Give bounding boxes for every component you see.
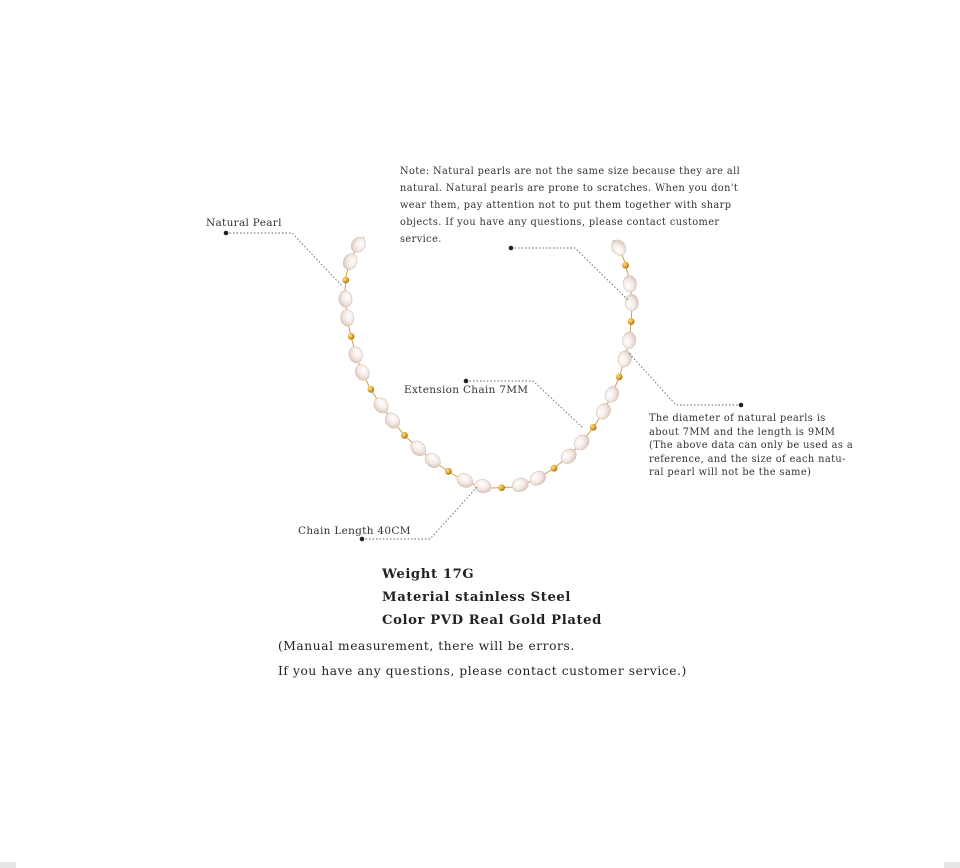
pearl-bead <box>622 331 637 349</box>
gold-bead <box>348 333 355 340</box>
spec-material: Material stainless Steel <box>382 590 572 605</box>
gold-bead <box>616 374 623 381</box>
product-specs <box>382 563 602 632</box>
leader-natural-pearl <box>226 233 343 287</box>
pearl-bead <box>371 395 391 416</box>
pearl-bead <box>602 384 621 404</box>
description-line: (The above data can only be used as a <box>649 440 854 451</box>
care-note-line: service. <box>400 234 442 245</box>
pearl-bead <box>527 468 548 488</box>
gold-bead <box>401 432 408 439</box>
description-line: ral pearl will not be the same) <box>649 467 812 478</box>
scroll-corner-right <box>944 862 960 868</box>
pearl-bead <box>353 362 372 383</box>
spec-weight: Weight 17G <box>382 567 475 582</box>
gold-bead <box>590 424 597 431</box>
care-note-line: Note: Natural pearls are not the same size because they are all <box>400 166 741 177</box>
description-line: reference, and the size of each natu- <box>649 453 846 465</box>
label-chain-length: Chain Length 40CM <box>298 525 411 537</box>
care-note-line: natural. Natural pearls are prone to scratches. When you don't <box>400 183 739 194</box>
pearl-bead <box>382 410 403 431</box>
care-note-line: wear them, pay attention not to put them together with sharp <box>400 200 732 211</box>
pearl-bead <box>616 349 633 368</box>
pearl-bead <box>348 234 368 255</box>
pearl-bead <box>625 294 639 311</box>
care-note-line: objects. If you have any questions, please contact customer <box>400 217 720 228</box>
gold-bead <box>622 262 629 269</box>
pearl-bead <box>622 274 638 293</box>
pearl-bead <box>510 476 530 494</box>
description-line: about 7MM and the length is 9MM <box>649 426 836 438</box>
disclaimer-line-1: (Manual measurement, there will be errors. <box>278 639 575 653</box>
label-natural-pearl: Natural Pearl <box>206 217 282 229</box>
pearl-bead <box>594 401 614 422</box>
pearl-bead <box>474 478 493 494</box>
description-line: The diameter of natural pearls is <box>649 413 826 424</box>
pearl-bead <box>340 309 355 327</box>
pearl-bead <box>341 252 360 272</box>
spec-color: Color PVD Real Gold Plated <box>382 613 602 628</box>
pearl-bead <box>422 450 443 471</box>
gold-bead <box>628 318 635 325</box>
pearl-size-description <box>649 412 859 480</box>
measurement-disclaimer <box>278 634 687 683</box>
gold-bead <box>342 277 349 284</box>
scroll-corner-left <box>0 862 16 868</box>
leader-note <box>511 248 628 300</box>
pearl-bead <box>347 345 364 364</box>
necklace-chain <box>345 237 632 488</box>
gold-bead <box>445 468 452 475</box>
gold-bead <box>551 465 558 472</box>
leader-description <box>628 352 741 405</box>
gold-bead <box>498 484 505 491</box>
disclaimer-line-2: If you have any questions, please contact customer service.) <box>278 663 687 678</box>
care-note <box>400 163 745 248</box>
pearl-necklace <box>338 234 638 494</box>
gold-bead <box>368 386 375 393</box>
pearl-bead <box>455 471 476 490</box>
dot-description <box>739 403 744 408</box>
pearl-bead <box>338 290 352 307</box>
label-extension-chain: Extension Chain 7MM <box>404 384 529 396</box>
